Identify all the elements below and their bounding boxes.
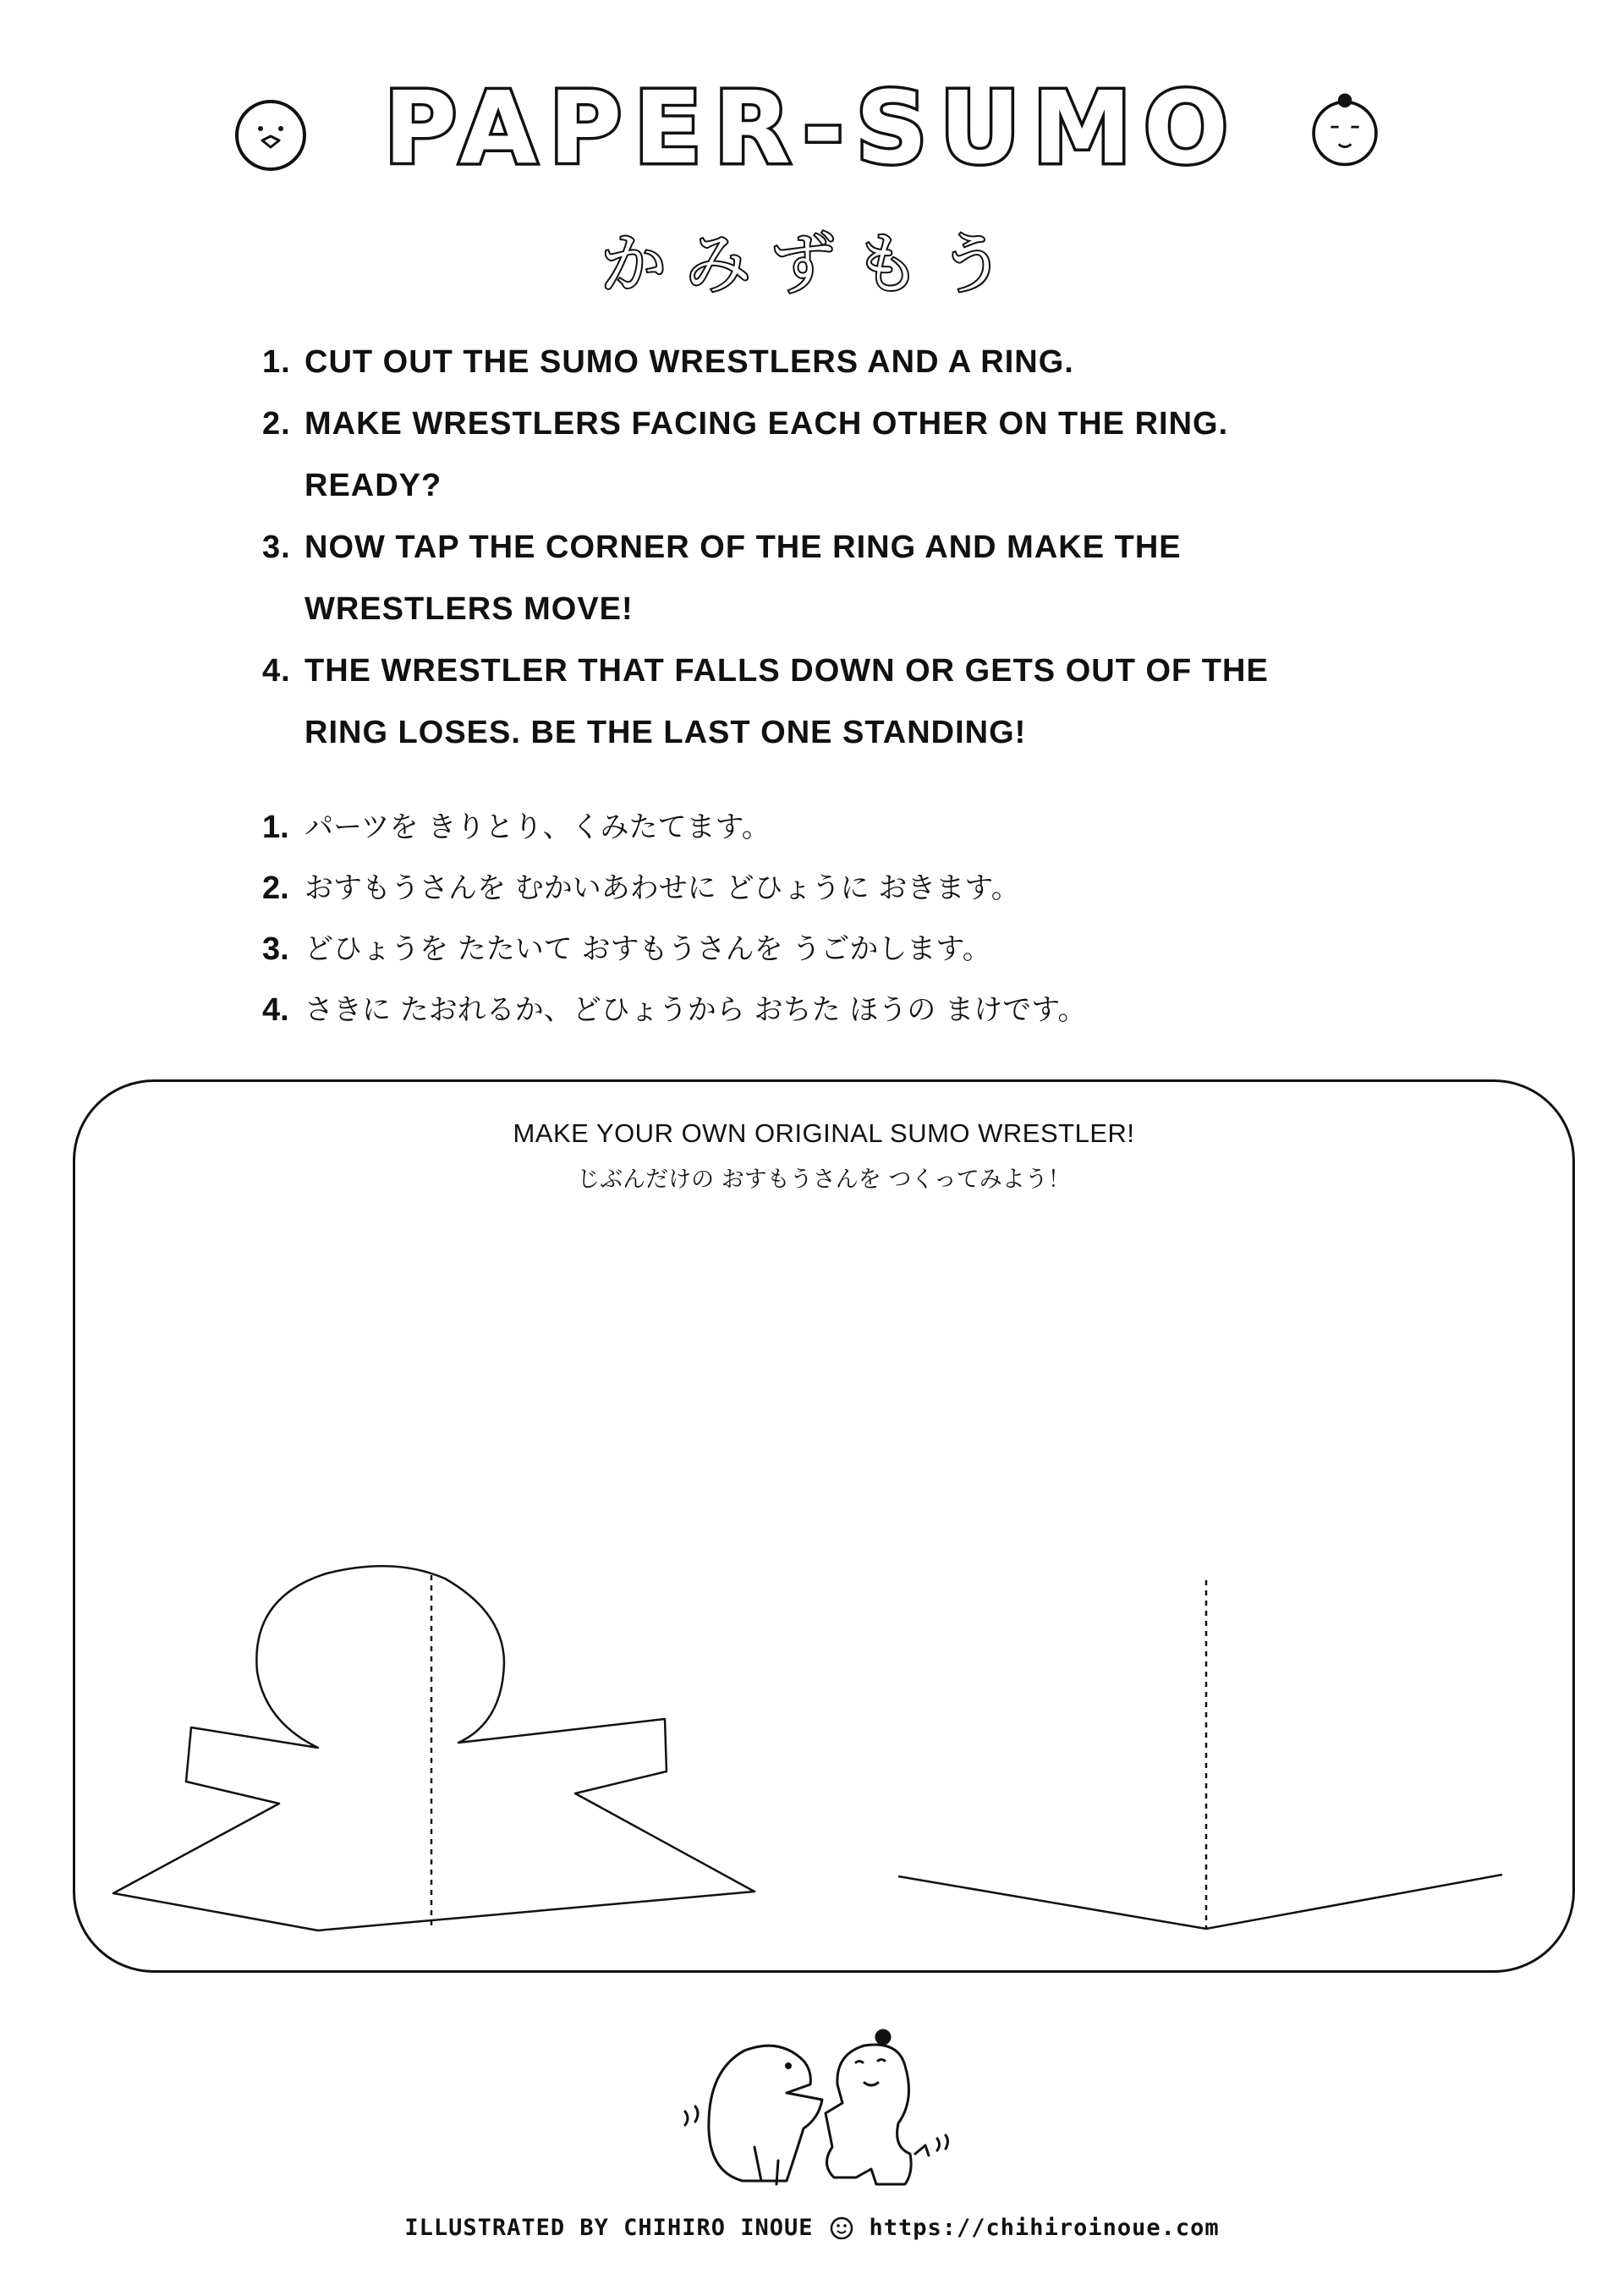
- step-number: 2.: [262, 870, 289, 906]
- blank-fold-template: [898, 1580, 1502, 1929]
- list-item: [262, 640, 1446, 764]
- step-text: NOW TAP THE CORNER OF THE RING AND MAKE THE WRESTLERS MOVE!: [304, 530, 1182, 627]
- step-number: 3.: [262, 530, 291, 565]
- step-number: 2.: [262, 406, 291, 442]
- step-text: どひょうを たたいて おすもうさんを うごかします。: [304, 932, 991, 966]
- list-item: [262, 797, 1446, 858]
- page-subtitle: かみずもう: [600, 227, 1023, 303]
- list-item: [262, 393, 1446, 517]
- illustrator-credit: ILLUSTRATED BY CHIHIRO INOUE: [404, 2215, 814, 2241]
- wrestler-outline-template: [113, 1566, 754, 1930]
- panel-subtitle: じぶんだけの おすもうさんを つくってみよう！: [577, 1167, 1071, 1193]
- list-item: [262, 919, 1446, 980]
- panel-title: MAKE YOUR OWN ORIGINAL SUMO WRESTLER!: [513, 1118, 1135, 1148]
- step-text: パーツを きりとり、くみたてます。: [304, 810, 771, 844]
- step-text: おすもうさんを むかいあわせに どひょうに おきます。: [304, 871, 1020, 905]
- templates-area: [73, 1079, 1575, 1973]
- list-item: [262, 858, 1446, 919]
- instructions-japanese: [262, 797, 1446, 1041]
- step-text: THE WRESTLER THAT FALLS DOWN OR GETS OUT OF THE RING LOSES. BE THE LAST ONE STANDING!: [304, 653, 1269, 750]
- step-number: 1.: [262, 344, 291, 380]
- step-number: 1.: [262, 810, 289, 845]
- website-link[interactable]: https://chihiroinoue.com: [869, 2215, 1220, 2241]
- step-text: MAKE WRESTLERS FACING EACH OTHER ON THE RING. READY?: [304, 406, 1229, 503]
- list-item: [262, 517, 1446, 640]
- step-text: CUT OUT THE SUMO WRESTLERS AND A RING.: [304, 344, 1074, 380]
- footer-credit: [0, 2215, 1624, 2241]
- instructions-english: [262, 332, 1446, 764]
- step-number: 4.: [262, 653, 291, 689]
- list-item: [262, 980, 1446, 1041]
- wrestling-characters-illustration: [677, 2012, 964, 2198]
- step-text: さきに たおれるか、どひょうから おちた ほうの まけです。: [304, 993, 1087, 1027]
- step-number: 4.: [262, 992, 289, 1028]
- smiley-icon: [829, 2216, 854, 2241]
- step-number: 3.: [262, 931, 289, 967]
- list-item: [262, 332, 1446, 393]
- sumo-face-icon: [1304, 88, 1385, 169]
- page-title: PAPER-SUMO: [383, 69, 1241, 186]
